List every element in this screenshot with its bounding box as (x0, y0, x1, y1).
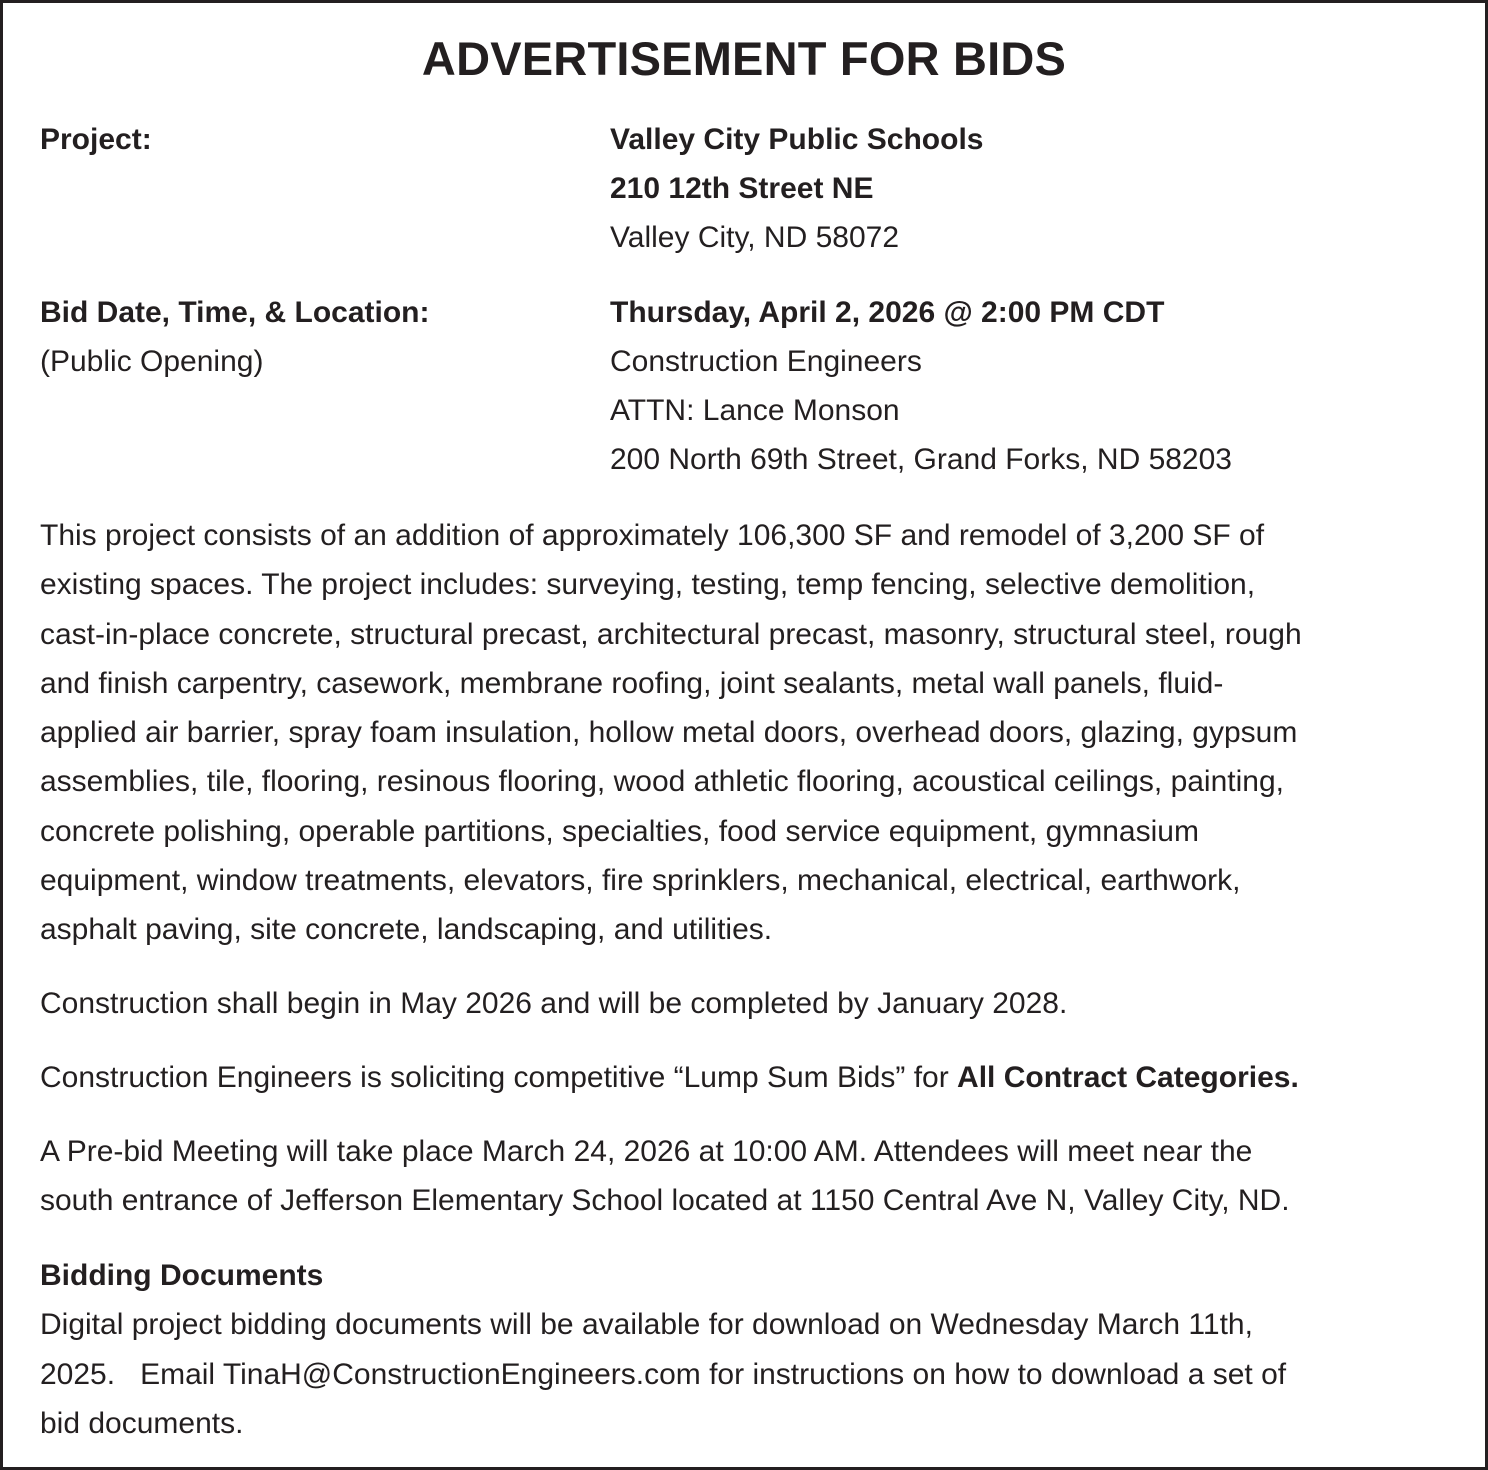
bidding-documents-line: Digital project bidding documents will be available for download on Wednesday March 11th, (40, 1308, 1253, 1342)
bidding-documents-line: bid documents. (40, 1406, 244, 1440)
soliciting-line (40, 1053, 1460, 1102)
description-line: equipment, window treatments, elevators, fire sprinklers, mechanical, electrical, earthwork, (40, 864, 1241, 898)
bidding-documents-heading: Bidding Documents (40, 1259, 324, 1292)
description-line: applied air barrier, spray foam insulation, hollow metal doors, overhead doors, glazing, gypsum (40, 716, 1298, 750)
bidding-documents-section (40, 1251, 1460, 1448)
bid-datetime: Thursday, April 2, 2026 @ 2:00 PM CDT (610, 296, 1165, 329)
bid-company: Construction Engineers (610, 345, 922, 378)
prebid-paragraph (40, 1127, 1460, 1226)
bid-label: Bid Date, Time, & Location: (40, 296, 430, 329)
project-city: Valley City, ND 58072 (610, 221, 900, 254)
bid-sublabel: (Public Opening) (40, 345, 264, 378)
schedule-paragraph (40, 979, 1460, 1028)
soliciting-paragraph (40, 1053, 1460, 1102)
description-line: concrete polishing, operable partitions, specialties, food service equipment, gymnasium (40, 814, 1199, 848)
description-line: cast-in-place concrete, structural precast, architectural precast, masonry, structural steel, rough (40, 617, 1302, 651)
description-line: existing spaces. The project includes: surveying, testing, temp fencing, selective demolition, (40, 568, 1256, 602)
project-description (40, 511, 1460, 955)
project-street: 210 12th Street NE (610, 172, 874, 205)
project-address (610, 115, 1470, 262)
description-line: assemblies, tile, flooring, resinous flooring, wood athletic flooring, acoustical ceilings, painting, (40, 765, 1284, 799)
prebid-line: A Pre-bid Meeting will take place March 24, 2026 at 10:00 AM. Attendees will meet near the (40, 1135, 1253, 1168)
project-name: Valley City Public Schools (610, 123, 984, 156)
bid-details (610, 288, 1470, 484)
contract-categories: All Contract Categories. (957, 1061, 1299, 1094)
description-line: This project consists of an addition of approximately 106,300 SF and remodel of 3,200 SF of (40, 519, 1265, 552)
soliciting-text: Construction Engineers is soliciting competitive “Lump Sum Bids” for (40, 1061, 958, 1094)
description-line: and finish carpentry, casework, membrane roofing, joint sealants, metal wall panels, fluid- (40, 666, 1224, 700)
description-line: asphalt paving, site concrete, landscaping, and utilities. (40, 913, 773, 947)
project-label: Project: (40, 123, 152, 156)
bid-attention: ATTN: Lance Monson (610, 394, 900, 427)
page-title: ADVERTISEMENT FOR BIDS (421, 32, 1067, 85)
bidding-documents-line: 2025. Email TinaH@ConstructionEngineers.com for instructions on how to download a set of (40, 1357, 1287, 1391)
schedule-text: Construction shall begin in May 2026 and will be completed by January 2028. (40, 987, 1068, 1020)
bid-labels (40, 288, 600, 386)
prebid-line: south entrance of Jefferson Elementary School located at 1150 Central Ave N, Valley City, ND. (40, 1184, 1290, 1218)
bid-address: 200 North 69th Street, Grand Forks, ND 58203 (610, 443, 1232, 476)
